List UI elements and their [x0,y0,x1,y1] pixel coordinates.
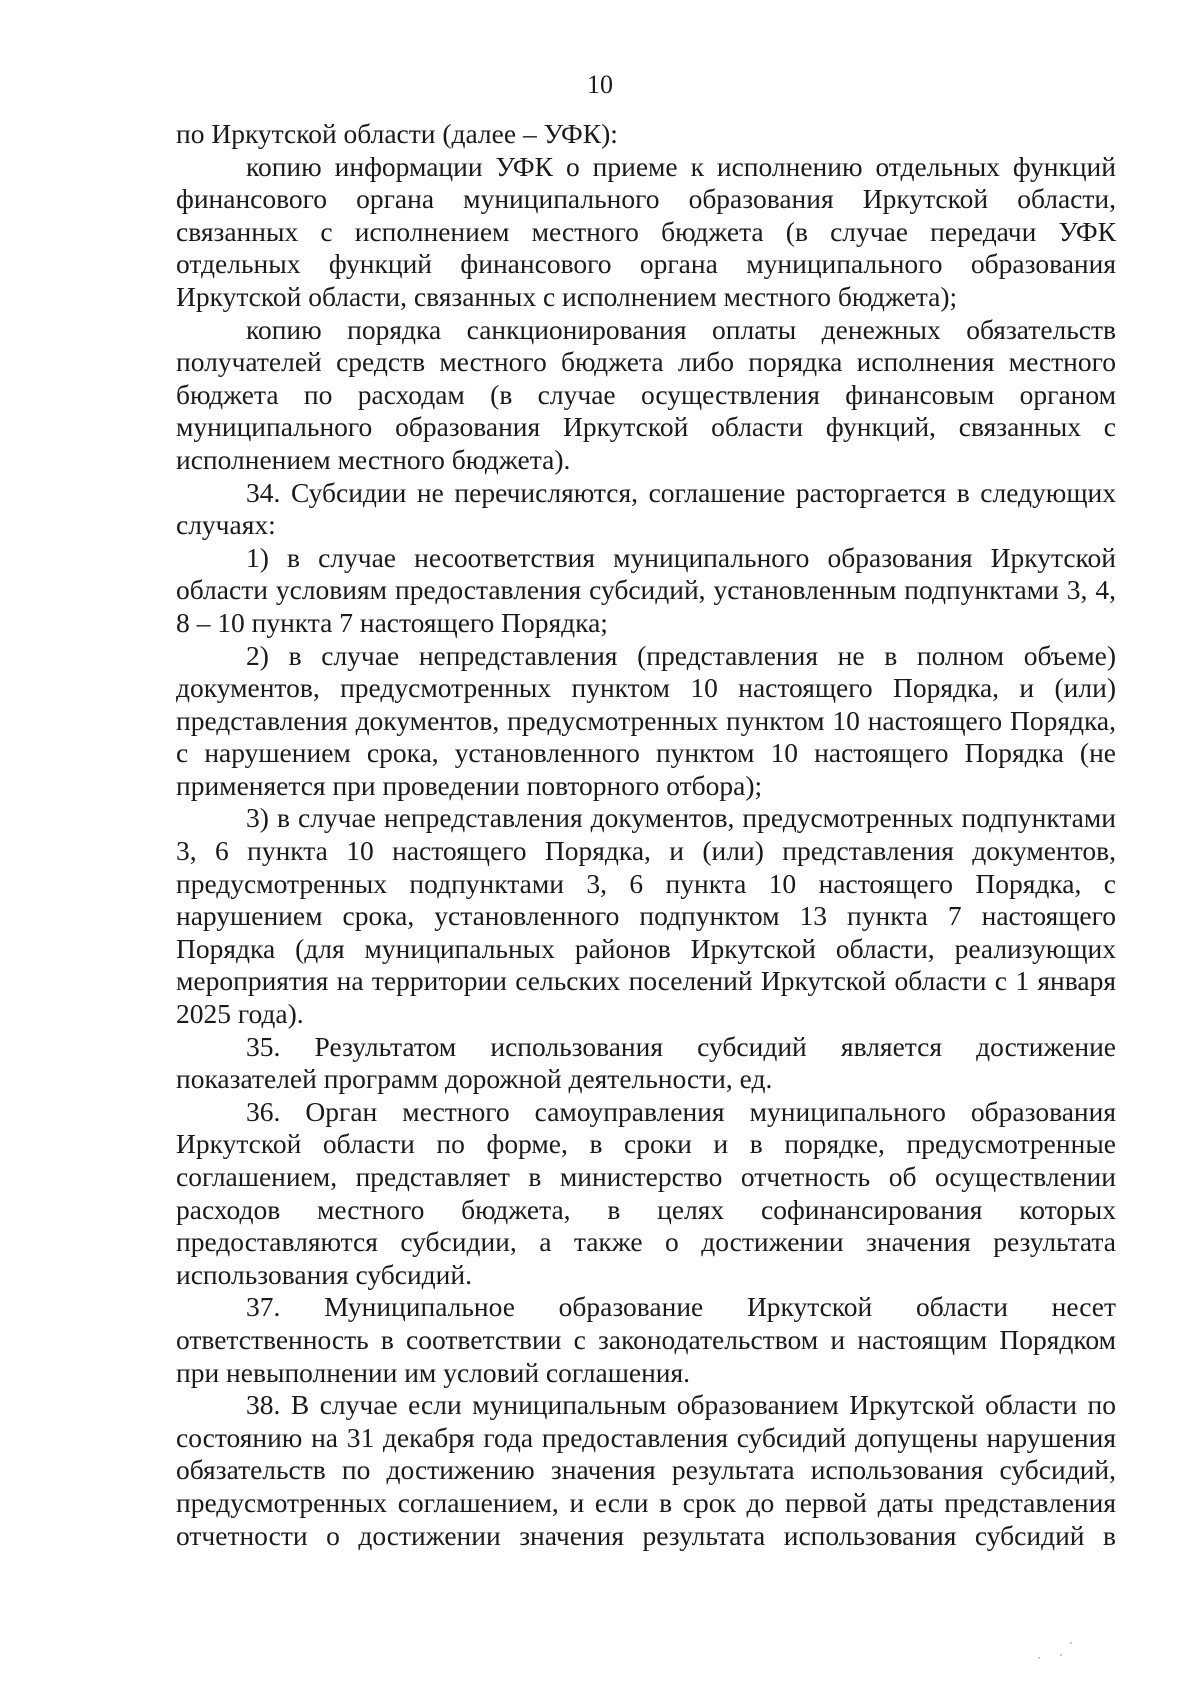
paragraph-item-38: 38. В случае если муниципальным образованием Иркутской области по состоянию на 31 декабря года предоставления субсидий допущены нарушения обязательств по достижению значения результата использования субсидий, предусмотренных соглашением, и если в срок до первой даты представления отчетности о достижении значения результата использования субсидий в [176,1389,1116,1551]
paragraph-item-34-sub-3: 3) в случае непредставления документов, предусмотренных подпунктами 3, 6 пункта 10 настоящего Порядка, и (или) представления документов, предусмотренных подпунктами 3, 6 пункта 10 настоящего Порядка, с нарушением срока, установленного подпунктом 13 пункта 7 настоящего Порядка (для муниципальных районов Иркутской области, реализующих мероприятия на территории сельских поселений Иркутской области с 1 января 2025 года). [176,802,1116,1030]
scan-artifact [1030,1640,1090,1660]
paragraph-item-34-sub-2: 2) в случае непредставления (представления не в полном объеме) документов, предусмотренных пунктом 10 настоящего Порядка, и (или) представления документов, предусмотренных пунктом 10 настоящего Порядка, с нарушением срока, установленного пунктом 10 настоящего Порядка (не применяется при проведении повторного отбора); [176,639,1116,801]
document-body [176,118,1116,1552]
paragraph-ufk-info-copy: копию информации УФК о приеме к исполнению отдельных функций финансового органа муниципального образования Иркутской области, связанных с исполнением местного бюджета (в случае передачи УФК отдельных функций финансового органа муниципального образования Иркутской области, связанных с исполнением местного бюджета); [176,150,1116,312]
paragraph-payment-procedure-copy: копию порядка санкционирования оплаты денежных обязательств получателей средств местного бюджета либо порядка исполнения местного бюджета по расходам (в случае осуществления финансовым органом муниципального образования Иркутской области функций, связанных с исполнением местного бюджета). [176,313,1116,475]
paragraph-item-35: 35. Результатом использования субсидий является достижение показателей программ дорожной деятельности, ед. [176,1030,1116,1095]
paragraph-item-37: 37. Муниципальное образование Иркутской области несет ответственность в соответствии с законодательством и настоящим Порядком при невыполнении им условий соглашения. [176,1291,1116,1388]
paragraph-continuation: по Иркутской области (далее – УФК): [176,118,618,149]
paragraph-item-34-sub-1: 1) в случае несоответствия муниципального образования Иркутской области условиям предоставления субсидий, установленным подпунктами 3, 4, 8 – 10 пункта 7 настоящего Порядка; [176,541,1116,638]
paragraph-item-36: 36. Орган местного самоуправления муниципального образования Иркутской области по форме, в сроки и в порядке, предусмотренные соглашением, представляет в министерство отчетность об осуществлении расходов местного бюджета, в целях софинансирования которых предоставляются субсидии, а также о достижении значения результата использования субсидий. [176,1095,1116,1290]
page-number: 10 [587,70,613,99]
paragraph-item-34: 34. Субсидии не перечисляются, соглашение расторгается в следующих случаях: [176,476,1116,541]
